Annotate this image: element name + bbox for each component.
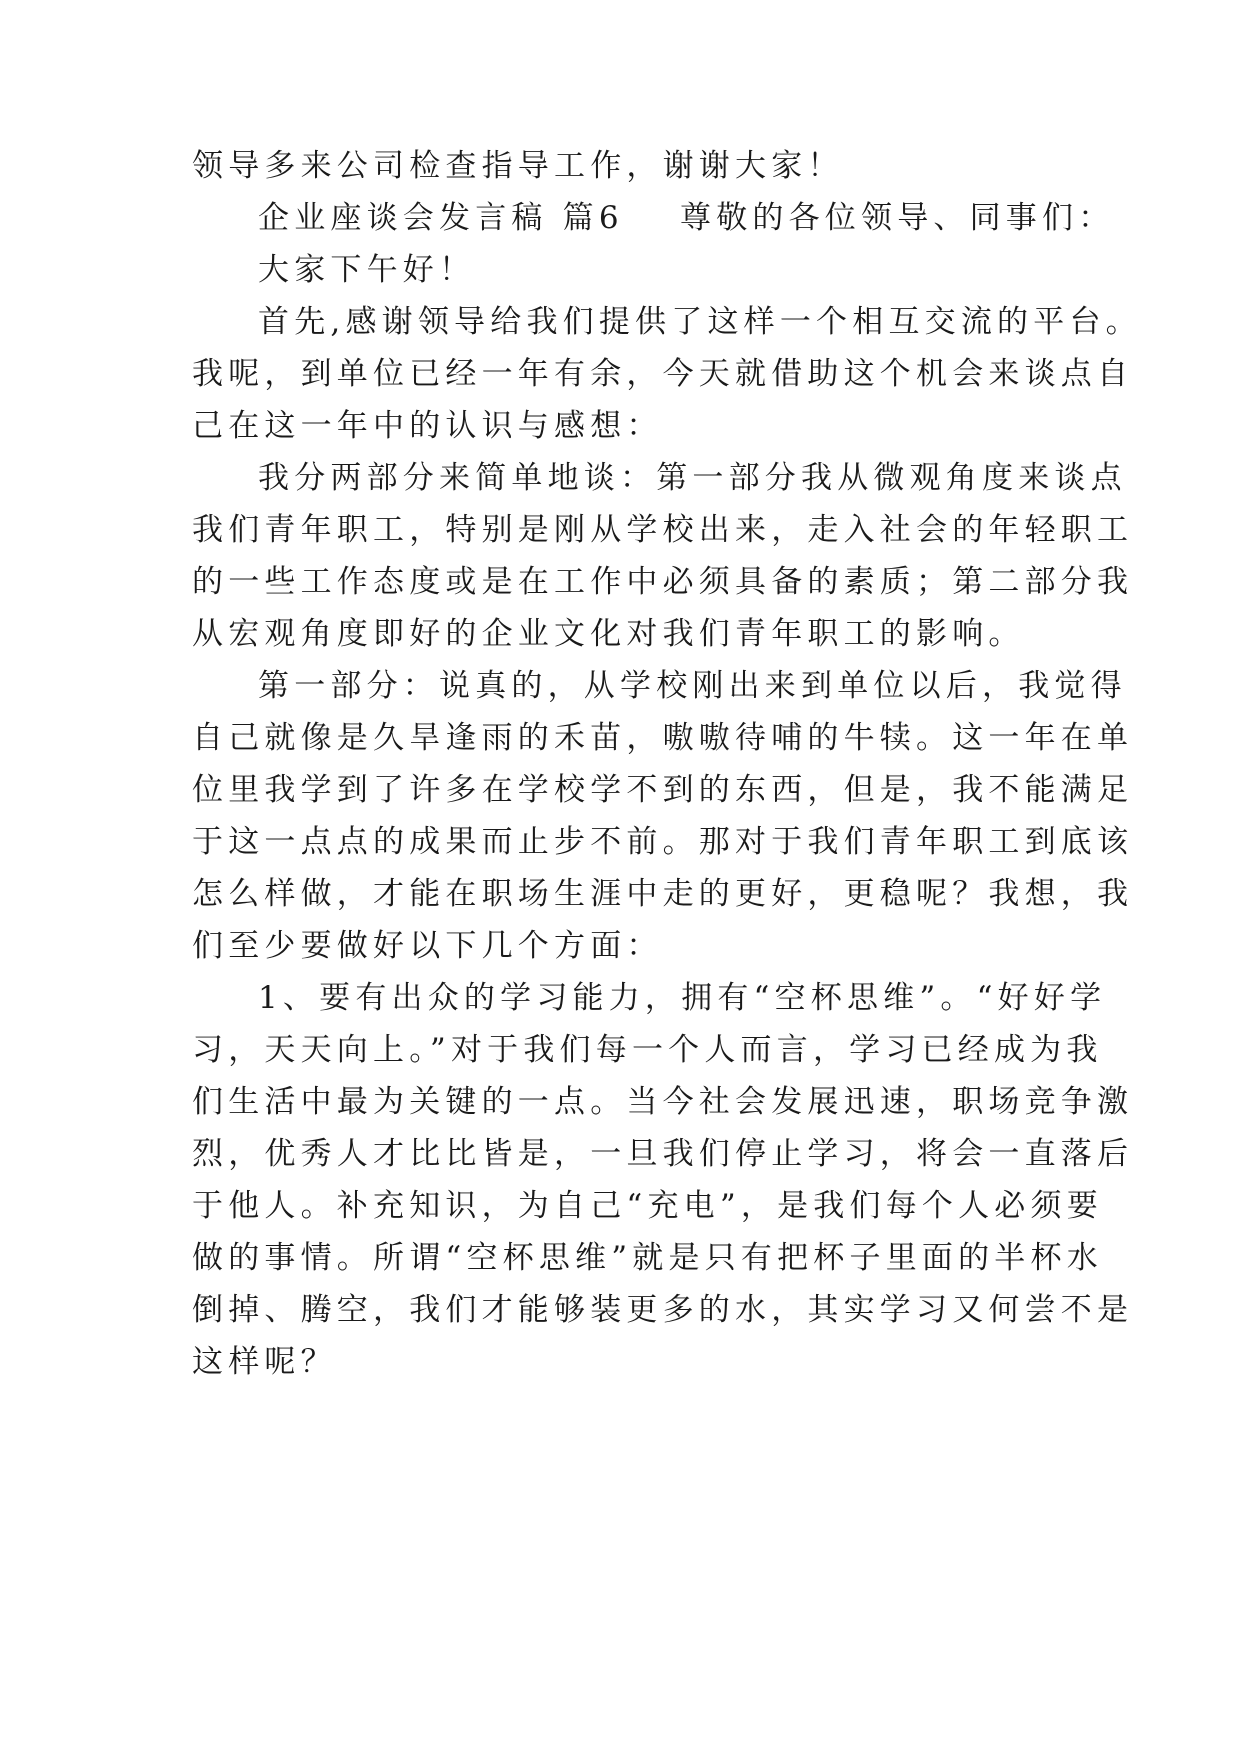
paragraph-line: 烈，优秀人才比比皆是，一旦我们停止学习，将会一直落后 bbox=[192, 1136, 1134, 1172]
paragraph-line: 首先,感谢领导给我们提供了这样一个相互交流的平台。 bbox=[258, 304, 1142, 340]
paragraph-line: 们至少要做好以下几个方面： bbox=[192, 928, 663, 964]
greeting-line: 尊敬的各位领导、同事们： bbox=[680, 200, 1115, 236]
paragraph-line: 第一部分：说真的，从学校刚出来到单位以后，我觉得 bbox=[258, 668, 1127, 704]
paragraph-line: 这样呢？ bbox=[192, 1344, 337, 1380]
section-heading: 企业座谈会发言稿 篇6 bbox=[258, 200, 624, 236]
paragraph-line: 位里我学到了许多在学校学不到的东西，但是，我不能满足 bbox=[192, 772, 1134, 808]
paragraph-line: 的一些工作态度或是在工作中必须具备的素质；第二部分我 bbox=[192, 564, 1134, 600]
paragraph-line: 于他人。补充知识，为自己“充电”，是我们每个人必须要 bbox=[192, 1188, 1103, 1224]
paragraph-line: 1、要有出众的学习能力，拥有“空杯思维”。“好好学 bbox=[258, 980, 1107, 1016]
paragraph-line: 自己就像是久旱逢雨的禾苗，嗷嗷待哺的牛犊。这一年在单 bbox=[192, 720, 1134, 756]
paragraph-line: 于这一点点的成果而止步不前。那对于我们青年职工到底该 bbox=[192, 824, 1134, 860]
text-line: 大家下午好！ bbox=[258, 252, 476, 288]
paragraph-line: 己在这一年中的认识与感想： bbox=[192, 408, 663, 444]
text-line: 领导多来公司检查指导工作，谢谢大家！ bbox=[192, 148, 844, 184]
paragraph-line: 我分两部分来简单地谈：第一部分我从微观角度来谈点 bbox=[258, 460, 1127, 496]
paragraph-line: 习，天天向上。”对于我们每一个人而言，学习已经成为我 bbox=[192, 1032, 1103, 1068]
paragraph-line: 做的事情。所谓“空杯思维”就是只有把杯子里面的半杯水 bbox=[192, 1240, 1103, 1276]
paragraph-line: 从宏观角度即好的企业文化对我们青年职工的影响。 bbox=[192, 616, 1025, 652]
paragraph-line: 倒掉、腾空，我们才能够装更多的水，其实学习又何尝不是 bbox=[192, 1292, 1134, 1328]
paragraph-line: 们生活中最为关键的一点。当今社会发展迅速，职场竞争激 bbox=[192, 1084, 1134, 1120]
paragraph-line: 我们青年职工，特别是刚从学校出来，走入社会的年轻职工 bbox=[192, 512, 1134, 548]
paragraph-line: 我呢，到单位已经一年有余，今天就借助这个机会来谈点自 bbox=[192, 356, 1134, 392]
paragraph-line: 怎么样做，才能在职场生涯中走的更好，更稳呢？我想，我 bbox=[192, 876, 1134, 912]
